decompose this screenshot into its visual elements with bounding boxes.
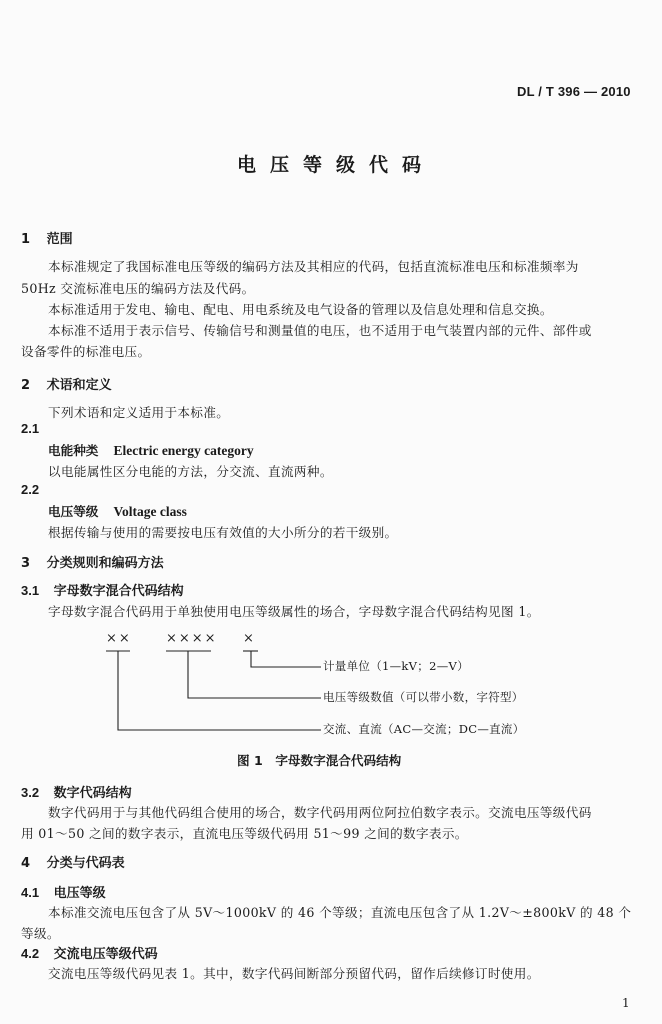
- term-number: 2.1: [21, 421, 40, 436]
- subsection-3-2-heading: [21, 782, 132, 801]
- section-title: 分类与代码表: [46, 856, 125, 871]
- subsection-number: 4.1: [21, 885, 40, 900]
- section-number: 1: [21, 232, 31, 247]
- section-number: 2: [21, 378, 31, 393]
- connector-type: [118, 651, 321, 730]
- section-title: 范围: [46, 232, 73, 247]
- subsection-number: 3.1: [21, 583, 40, 598]
- page-number: 1: [622, 996, 630, 1010]
- page-title: 电压等级代码: [237, 154, 436, 176]
- code-mark-unit: ×: [243, 631, 256, 646]
- paragraph: 字母数字混合代码用于单独使用电压等级属性的场合，字母数字混合代码结构见图 1。: [48, 604, 540, 619]
- figure-label-unit: 计量单位（1—kV；2—V）: [323, 659, 469, 673]
- figure-caption: 图 1 字母数字混合代码结构: [237, 753, 402, 768]
- subsection-number: 4.2: [21, 946, 40, 961]
- term-number: 2.2: [21, 482, 40, 497]
- section-4-heading: [21, 852, 125, 871]
- paragraph: 50Hz 交流标准电压的编码方法及代码。: [21, 281, 255, 296]
- code-mark-type: ××: [106, 631, 132, 646]
- paragraph: 等级。: [21, 926, 60, 941]
- code-mark-value: ××××: [166, 631, 218, 646]
- section-number: 4: [21, 856, 31, 871]
- term-english: Voltage class: [113, 504, 187, 519]
- paragraph: 本标准适用于发电、输电、配电、用电系统及电气设备的管理以及信息处理和信息交换。: [48, 302, 553, 317]
- paragraph: 数字代码用于与其他代码组合使用的场合，数字代码用两位阿拉伯数字表示。交流电压等级代码: [48, 805, 592, 820]
- term-definition: 以电能属性区分电能的方法，分交流、直流两种。: [48, 464, 333, 479]
- subsection-4-2-heading: [21, 943, 158, 962]
- paragraph: 用 01～50 之间的数字表示，直流电压等级代码用 51～99 之间的数字表示。: [21, 826, 468, 841]
- figure-label-type: 交流、直流（AC—交流；DC—直流）: [323, 722, 525, 736]
- connector-value: [188, 651, 321, 698]
- term-chinese: 电压等级: [48, 504, 99, 519]
- paragraph: 设备零件的标准电压。: [21, 344, 151, 359]
- term-definition: 根据传输与使用的需要按电压有效值的大小所分的若干级别。: [48, 525, 398, 540]
- section-number: 3: [21, 556, 31, 571]
- section-title: 术语和定义: [46, 378, 112, 393]
- document-code: DL / T 396 — 2010: [517, 84, 631, 99]
- paragraph: 本标准规定了我国标准电压等级的编码方法及其相应的代码，包括直流标准电压和标准频率为: [48, 259, 579, 274]
- subsection-4-1-heading: [21, 882, 106, 901]
- connector-unit: [251, 651, 321, 667]
- subsection-title: 电压等级: [53, 886, 106, 901]
- section-title: 分类规则和编码方法: [46, 556, 164, 571]
- term-chinese: 电能种类: [48, 443, 99, 458]
- paragraph: 下列术语和定义适用于本标准。: [48, 405, 230, 420]
- subsection-title: 交流电压等级代码: [53, 947, 158, 962]
- paragraph: 本标准不适用于表示信号、传输信号和测量值的电压，也不适用于电气装置内部的元件、部件或: [48, 323, 592, 338]
- paragraph: 本标准交流电压包含了从 5V～1000kV 的 46 个等级；直流电压包含了从 1.2V～±800kV 的 48 个: [48, 905, 632, 920]
- subsection-title: 字母数字混合代码结构: [53, 584, 184, 599]
- paragraph: 交流电压等级代码见表 1。其中，数字代码间断部分预留代码，留作后续修订时使用。: [48, 966, 540, 981]
- subsection-title: 数字代码结构: [53, 786, 132, 801]
- figure-label-value: 电压等级数值（可以带小数，字符型）: [323, 690, 524, 704]
- subsection-number: 3.2: [21, 785, 40, 800]
- term-english: Electric energy category: [113, 443, 254, 458]
